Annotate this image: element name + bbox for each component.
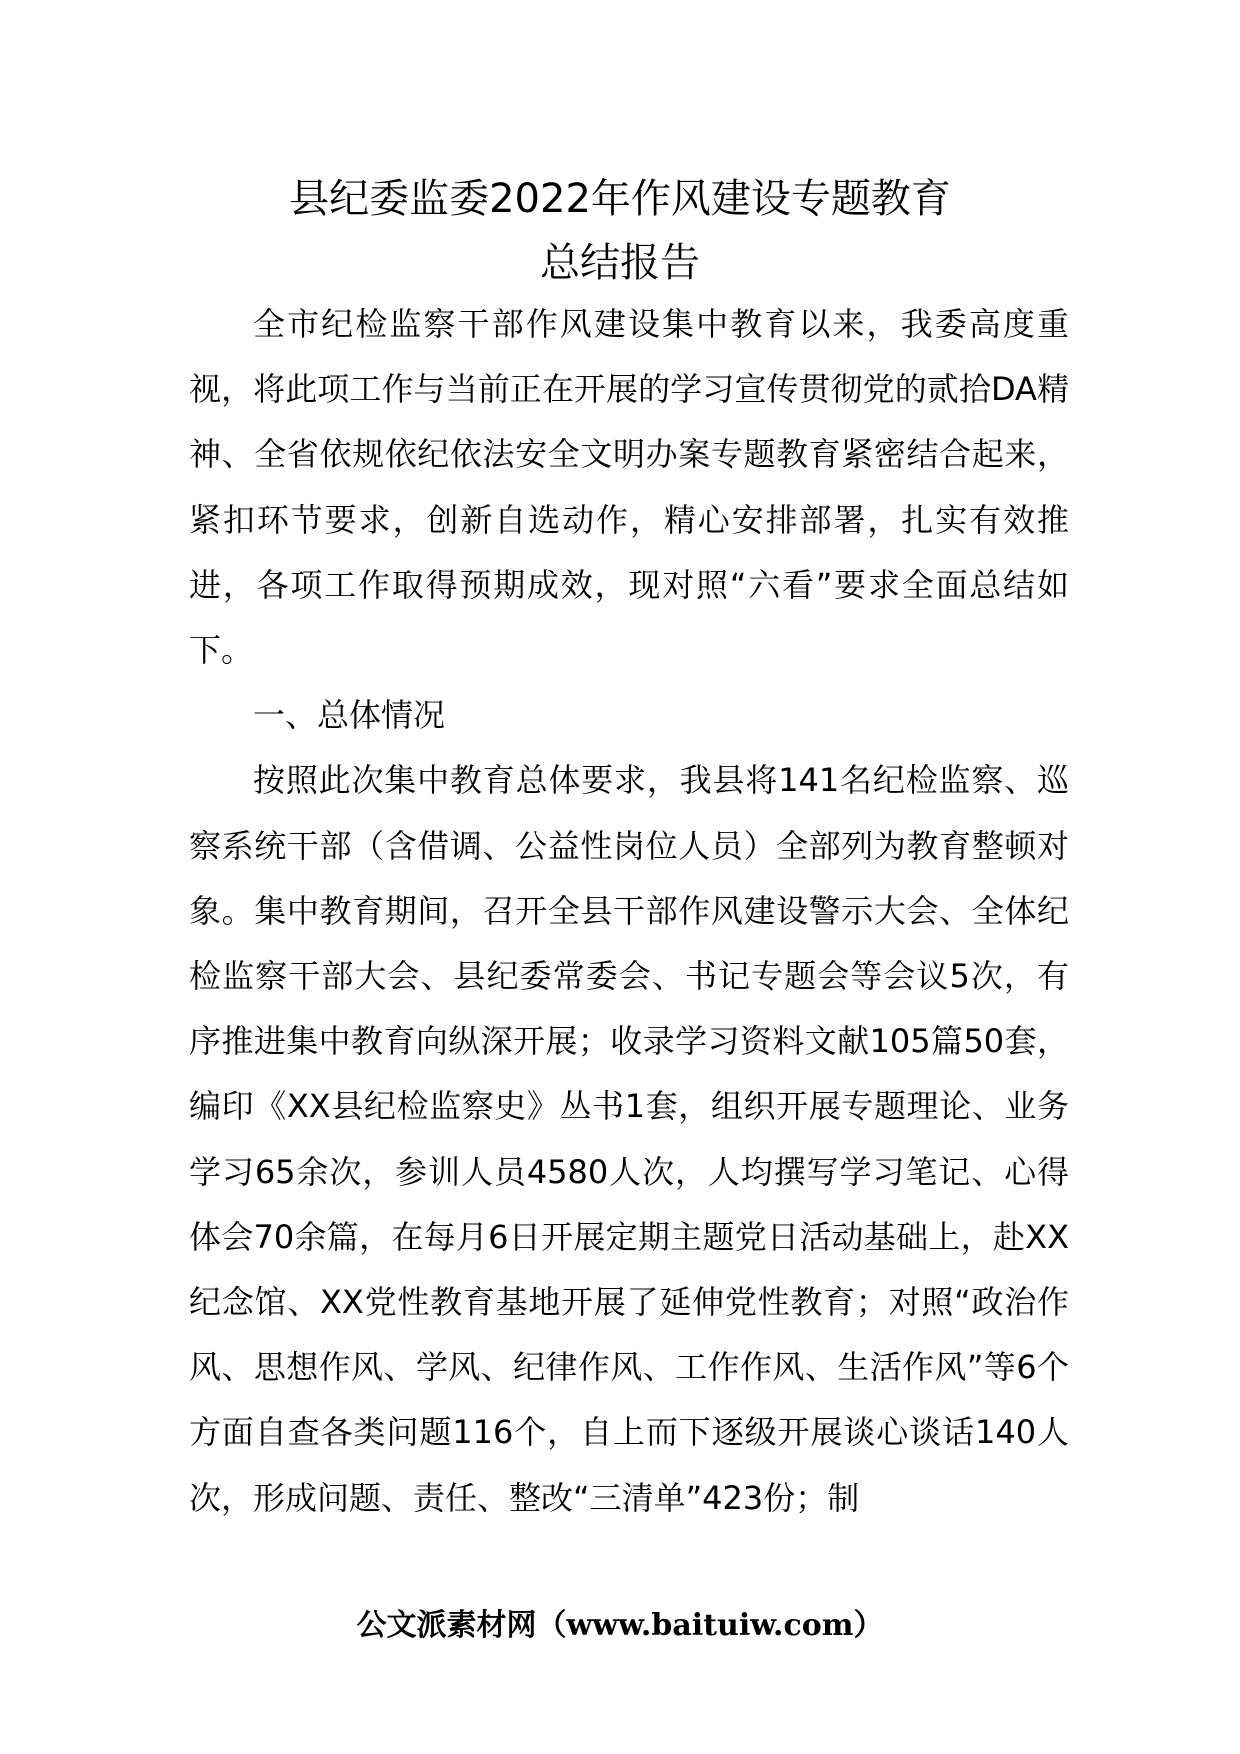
document-body [189, 292, 1069, 1531]
paragraph-overall-details: 按照此次集中教育总体要求，我县将141名纪检监察、巡察系统干部（含借调、公益性岗位人员）全部列为教育整顿对象。集中教育期间，召开全县干部作风建设警示大会、全体纪检监察干部大会、县纪委常委会、书记专题会等会议5次，有序推进集中教育向纵深开展；收录学习资料文献105篇50套，编印《XX县纪检监察史》丛书1套，组织开展专题理论、业务学习65余次，参训人员4580人次，人均撰写学习笔记、心得体会70余篇，在每月6日开展定期主题党日活动基础上，赴XX纪念馆、XX党性教育基地开展了延伸党性教育；对照“政治作风、思想作风、学风、纪律作风、工作作风、生活作风”等6个方面自查各类问题116个，自上而下逐级开展谈心谈话140人次，形成问题、责任、整改“三清单”423份；制 [189, 761, 1069, 1517]
section-heading-overall: 一、总体情况 [253, 696, 446, 735]
footer-source: 公文派素材网（www.baituiw.com） [356, 1608, 884, 1643]
paragraph-intro: 全市纪检监察干部作风建设集中教育以来，我委高度重视，将此项工作与当前正在开展的学习宣传贯彻党的贰拾DA精神、全省依规依纪依法安全文明办案专题教育紧密结合起来，紧扣环节要求，创新自选动作，精心安排部署，扎实有效推进，各项工作取得预期成效，现对照“六看”要求全面总结如下。 [189, 305, 1069, 670]
document-title-line-1: 县纪委监委2022年作风建设专题教育 [289, 176, 951, 222]
document-title-line-2: 总结报告 [540, 240, 700, 286]
